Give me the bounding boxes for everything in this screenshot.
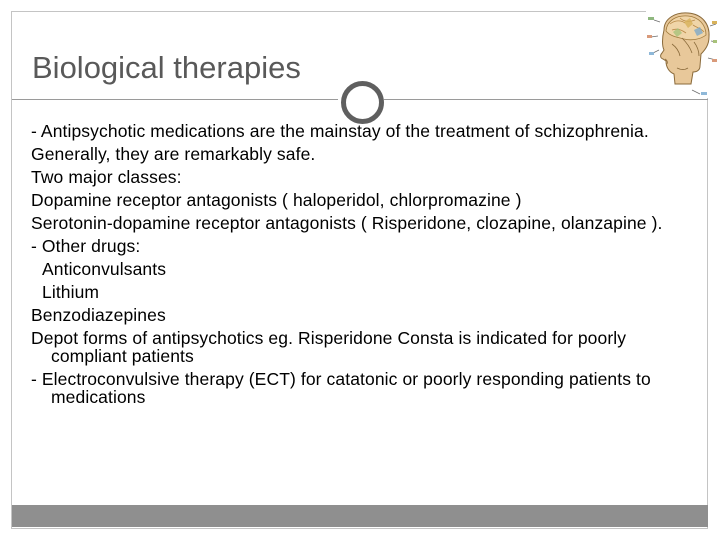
paragraph-other-drugs: - Other drugs: (31, 236, 141, 256)
paragraph-benzodiazepines: Benzodiazepines (31, 305, 166, 325)
paragraph-antipsychotics-mainstay: - Antipsychotic medications are the mainstay of the treatment of schizophrenia. (31, 121, 649, 141)
paragraph-ect: - Electroconvulsive therapy (ECT) for catatonic or poorly responding patients to medications (31, 369, 651, 407)
paragraph-two-major-classes: Two major classes: (31, 167, 182, 187)
title-divider-right (384, 99, 708, 100)
brain-head-illustration-icon (646, 8, 718, 98)
title-divider-left (12, 99, 338, 100)
paragraph-depot-forms: Depot forms of antipsychotics eg. Risperidone Consta is indicated for poorly compliant patients (31, 328, 627, 366)
title-area (12, 12, 642, 99)
footer-bar (12, 505, 708, 527)
slide-body (31, 122, 691, 411)
paragraph-lithium: Lithium (42, 282, 100, 302)
paragraph-remarkably-safe: Generally, they are remarkably safe. (31, 144, 316, 164)
paragraph-serotonin-dopamine-antagonists: Serotonin-dopamine receptor antagonists ( Risperidone, clozapine, olanzapine ). (31, 213, 663, 233)
slide-title: Biological therapies (32, 50, 301, 85)
divider-ring-icon (341, 81, 384, 124)
paragraph-dopamine-antagonists: Dopamine receptor antagonists ( haloperidol, chlorpromazine ) (31, 190, 522, 210)
paragraph-anticonvulsants: Anticonvulsants (42, 259, 167, 279)
